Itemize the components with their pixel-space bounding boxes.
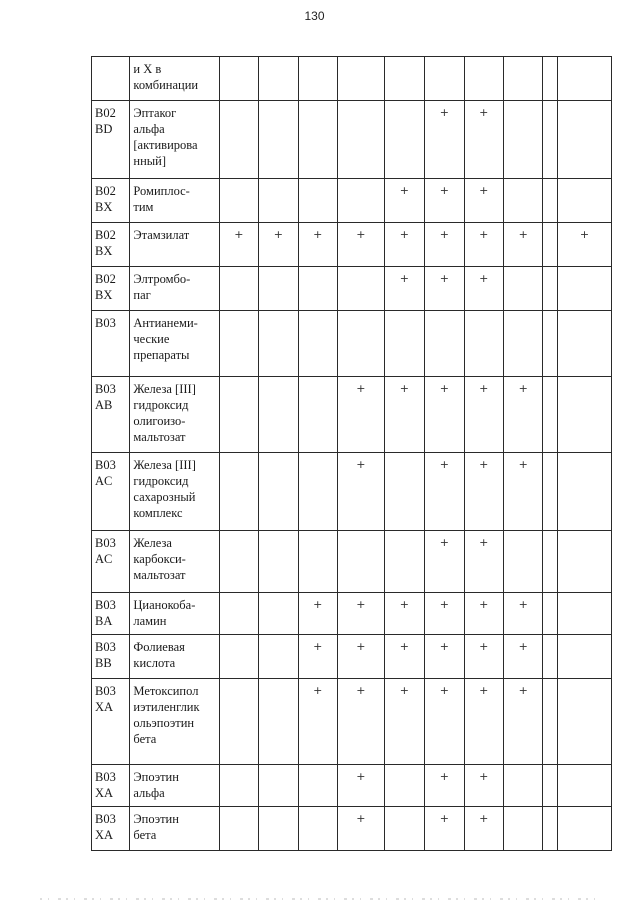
atc-code-line: B03 — [95, 458, 116, 472]
drug-name-cell — [130, 311, 219, 377]
drug-name-line: бета — [133, 732, 157, 746]
atc-code-cell — [92, 179, 130, 223]
atc-code-line: XA — [95, 700, 114, 714]
atc-code-line: B03 — [95, 536, 116, 550]
drug-name-line: ламин — [133, 614, 167, 628]
mark-cell — [384, 57, 424, 101]
mark-cell — [259, 635, 298, 679]
atc-code-cell — [92, 807, 130, 851]
atc-code-cell — [92, 679, 130, 765]
atc-code-line: BX — [95, 200, 113, 214]
atc-code-cell — [92, 635, 130, 679]
mark-cell: + — [384, 179, 424, 223]
atc-code-line: B03 — [95, 770, 116, 784]
atc-code-cell — [92, 377, 130, 453]
atc-code-line: B02 — [95, 272, 116, 286]
mark-cell: + — [219, 223, 258, 267]
mark-cell — [337, 531, 384, 593]
table-row — [92, 679, 612, 765]
mark-cell — [384, 101, 424, 179]
mark-cell — [384, 807, 424, 851]
drug-name-line: ческие — [133, 332, 170, 346]
mark-cell: + — [425, 807, 464, 851]
drug-name-line: тим — [133, 200, 154, 214]
mark-cell — [298, 377, 337, 453]
mark-cell — [259, 453, 298, 531]
mark-cell: + — [337, 679, 384, 765]
mark-cell — [298, 311, 337, 377]
mark-cell — [557, 179, 611, 223]
drug-name-line: сахарозный — [133, 490, 196, 504]
mark-cell — [543, 377, 558, 453]
mark-cell: + — [337, 635, 384, 679]
mark-cell — [504, 57, 543, 101]
mark-cell — [557, 765, 611, 807]
mark-cell: + — [464, 635, 503, 679]
drug-name-cell — [130, 635, 219, 679]
mark-cell: + — [384, 267, 424, 311]
mark-cell — [219, 267, 258, 311]
atc-code-line: XA — [95, 786, 114, 800]
mark-cell — [543, 223, 558, 267]
mark-cell — [504, 101, 543, 179]
mark-cell — [219, 807, 258, 851]
table-row — [92, 179, 612, 223]
mark-cell — [259, 679, 298, 765]
mark-cell: + — [504, 635, 543, 679]
drug-name-line: Цианокоба- — [133, 598, 196, 612]
drug-name-line: Железа [III] — [133, 458, 196, 472]
mark-cell — [219, 635, 258, 679]
mark-cell — [557, 593, 611, 635]
mark-cell — [504, 179, 543, 223]
atc-code-line: AC — [95, 552, 113, 566]
mark-cell — [337, 179, 384, 223]
mark-cell — [557, 679, 611, 765]
mark-cell: + — [337, 453, 384, 531]
atc-code-cell — [92, 311, 130, 377]
mark-cell — [298, 765, 337, 807]
atc-code-line: B03 — [95, 382, 116, 396]
mark-cell: + — [425, 453, 464, 531]
drug-name-cell — [130, 267, 219, 311]
mark-cell — [337, 311, 384, 377]
mark-cell — [557, 311, 611, 377]
mark-cell — [504, 267, 543, 311]
mark-cell — [543, 531, 558, 593]
drug-name-cell — [130, 531, 219, 593]
table-row — [92, 101, 612, 179]
mark-cell — [557, 267, 611, 311]
drug-name-line: Эпоэтин — [133, 770, 179, 784]
mark-cell — [557, 377, 611, 453]
table-row — [92, 635, 612, 679]
atc-code-line: B03 — [95, 640, 116, 654]
mark-cell: + — [337, 377, 384, 453]
mark-cell — [504, 807, 543, 851]
mark-cell — [557, 57, 611, 101]
mark-cell: + — [464, 679, 503, 765]
mark-cell: + — [464, 377, 503, 453]
drug-name-line: комплекс — [133, 506, 183, 520]
mark-cell: + — [464, 179, 503, 223]
mark-cell: + — [384, 377, 424, 453]
mark-cell — [219, 679, 258, 765]
mark-cell: + — [298, 223, 337, 267]
mark-cell — [219, 453, 258, 531]
mark-cell — [543, 311, 558, 377]
mark-cell: + — [504, 377, 543, 453]
drug-name-line: Ромиплос- — [133, 184, 190, 198]
drug-name-line: Железа [III] — [133, 382, 196, 396]
mark-cell — [543, 807, 558, 851]
drug-name-line: Фолиевая — [133, 640, 185, 654]
mark-cell — [259, 101, 298, 179]
mark-cell: + — [425, 101, 464, 179]
atc-code-cell — [92, 267, 130, 311]
drug-name-line: олигоизо- — [133, 414, 186, 428]
mark-cell: + — [504, 223, 543, 267]
atc-code-cell — [92, 531, 130, 593]
mark-cell — [337, 101, 384, 179]
mark-cell: + — [337, 807, 384, 851]
mark-cell — [384, 531, 424, 593]
mark-cell — [425, 311, 464, 377]
mark-cell — [557, 453, 611, 531]
mark-cell: + — [337, 223, 384, 267]
atc-code-line: BA — [95, 614, 113, 628]
atc-code-line: B03 — [95, 598, 116, 612]
drug-name-line: Железа — [133, 536, 172, 550]
atc-code-cell — [92, 593, 130, 635]
mark-cell — [384, 311, 424, 377]
atc-code-cell — [92, 453, 130, 531]
mark-cell: + — [504, 453, 543, 531]
mark-cell: + — [298, 679, 337, 765]
mark-cell — [543, 101, 558, 179]
mark-cell: + — [384, 679, 424, 765]
mark-cell — [464, 57, 503, 101]
drug-name-line: карбокси- — [133, 552, 186, 566]
drug-name-line: и X в — [133, 62, 162, 76]
mark-cell: + — [464, 531, 503, 593]
table-row — [92, 311, 612, 377]
atc-code-line: AC — [95, 474, 113, 488]
mark-cell — [557, 101, 611, 179]
mark-cell: + — [464, 101, 503, 179]
drug-name-line: препараты — [133, 348, 190, 362]
atc-code-line: BB — [95, 656, 112, 670]
mark-cell — [219, 311, 258, 377]
table-row — [92, 57, 612, 101]
drug-name-line: кислота — [133, 656, 176, 670]
mark-cell — [259, 765, 298, 807]
mark-cell — [557, 807, 611, 851]
drug-name-line: гидроксид — [133, 398, 189, 412]
atc-code-line: AB — [95, 398, 113, 412]
atc-code-line: B03 — [95, 684, 116, 698]
mark-cell — [504, 311, 543, 377]
mark-cell — [543, 679, 558, 765]
drug-name-cell — [130, 679, 219, 765]
mark-cell — [259, 311, 298, 377]
mark-cell — [464, 311, 503, 377]
mark-cell: + — [464, 267, 503, 311]
mark-cell — [219, 57, 258, 101]
drug-table — [91, 56, 612, 851]
mark-cell — [557, 531, 611, 593]
mark-cell: + — [557, 223, 611, 267]
drug-name-line: Элтромбо- — [133, 272, 191, 286]
mark-cell — [219, 531, 258, 593]
mark-cell: + — [425, 377, 464, 453]
mark-cell — [337, 267, 384, 311]
atc-code-cell — [92, 57, 130, 101]
drug-name-cell — [130, 57, 219, 101]
mark-cell — [337, 57, 384, 101]
mark-cell: + — [425, 531, 464, 593]
drug-name-line: Антианеми- — [133, 316, 198, 330]
drug-name-cell — [130, 593, 219, 635]
table-row — [92, 267, 612, 311]
drug-name-line: бета — [133, 828, 157, 842]
atc-code-line: BX — [95, 244, 113, 258]
drug-name-line: мальтозат — [133, 568, 186, 582]
table-body — [92, 57, 612, 851]
mark-cell — [504, 765, 543, 807]
atc-code-line: B03 — [95, 812, 116, 826]
mark-cell — [543, 179, 558, 223]
atc-code-cell — [92, 223, 130, 267]
mark-cell: + — [425, 179, 464, 223]
drug-name-line: Эптаког — [133, 106, 177, 120]
mark-cell: + — [337, 765, 384, 807]
mark-cell — [259, 593, 298, 635]
atc-code-cell — [92, 101, 130, 179]
mark-cell: + — [298, 635, 337, 679]
mark-cell — [543, 453, 558, 531]
mark-cell — [259, 377, 298, 453]
mark-cell — [298, 179, 337, 223]
mark-cell: + — [504, 593, 543, 635]
drug-name-line: ольэпоэтин — [133, 716, 195, 730]
mark-cell — [298, 267, 337, 311]
drug-name-cell — [130, 377, 219, 453]
drug-name-cell — [130, 101, 219, 179]
atc-code-line: B03 — [95, 316, 116, 330]
mark-cell: + — [384, 593, 424, 635]
mark-cell — [259, 57, 298, 101]
drug-name-cell — [130, 223, 219, 267]
drug-name-line: Метоксипол — [133, 684, 199, 698]
mark-cell: + — [298, 593, 337, 635]
atc-code-line: B02 — [95, 228, 116, 242]
mark-cell: + — [425, 765, 464, 807]
drug-name-line: альфа — [133, 786, 165, 800]
drug-name-line: паг — [133, 288, 151, 302]
table-row — [92, 377, 612, 453]
drug-name-cell — [130, 453, 219, 531]
drug-name-line: альфа — [133, 122, 165, 136]
mark-cell — [219, 101, 258, 179]
drug-name-line: иэтиленглик — [133, 700, 200, 714]
mark-cell — [219, 593, 258, 635]
mark-cell — [259, 807, 298, 851]
mark-cell — [384, 765, 424, 807]
atc-code-line: XA — [95, 828, 114, 842]
mark-cell — [384, 453, 424, 531]
mark-cell: + — [425, 635, 464, 679]
drug-name-line: гидроксид — [133, 474, 189, 488]
mark-cell — [543, 593, 558, 635]
mark-cell — [298, 453, 337, 531]
mark-cell — [425, 57, 464, 101]
table-row — [92, 593, 612, 635]
mark-cell — [298, 531, 337, 593]
scan-artifact — [0, 896, 629, 902]
table-row — [92, 453, 612, 531]
table-row — [92, 223, 612, 267]
table-row — [92, 807, 612, 851]
mark-cell — [259, 267, 298, 311]
drug-name-line: мальтозат — [133, 430, 186, 444]
mark-cell — [298, 57, 337, 101]
drug-name-line: Этамзилат — [133, 228, 190, 242]
mark-cell — [543, 267, 558, 311]
mark-cell: + — [384, 635, 424, 679]
mark-cell: + — [464, 223, 503, 267]
mark-cell — [543, 635, 558, 679]
mark-cell — [298, 807, 337, 851]
atc-code-line: BX — [95, 288, 113, 302]
mark-cell: + — [504, 679, 543, 765]
mark-cell: + — [425, 679, 464, 765]
drug-name-line: комбинации — [133, 78, 199, 92]
atc-code-line: B02 — [95, 106, 116, 120]
drug-name-line: [активирова — [133, 138, 198, 152]
mark-cell — [543, 765, 558, 807]
page-number: 130 — [304, 9, 325, 23]
mark-cell — [504, 531, 543, 593]
mark-cell: + — [464, 807, 503, 851]
mark-cell — [543, 57, 558, 101]
table-row — [92, 765, 612, 807]
mark-cell: + — [337, 593, 384, 635]
drug-name-cell — [130, 765, 219, 807]
mark-cell: + — [425, 223, 464, 267]
drug-name-cell — [130, 807, 219, 851]
drug-name-line: Эпоэтин — [133, 812, 179, 826]
table-row — [92, 531, 612, 593]
mark-cell: + — [425, 267, 464, 311]
atc-code-line: BD — [95, 122, 113, 136]
mark-cell — [219, 377, 258, 453]
mark-cell — [557, 635, 611, 679]
atc-code-line: B02 — [95, 184, 116, 198]
drug-name-cell — [130, 179, 219, 223]
drug-name-line: нный] — [133, 154, 167, 168]
mark-cell: + — [259, 223, 298, 267]
mark-cell — [259, 531, 298, 593]
mark-cell: + — [425, 593, 464, 635]
mark-cell: + — [464, 765, 503, 807]
mark-cell: + — [464, 593, 503, 635]
mark-cell: + — [464, 453, 503, 531]
mark-cell: + — [384, 223, 424, 267]
atc-code-cell — [92, 765, 130, 807]
mark-cell — [219, 765, 258, 807]
mark-cell — [259, 179, 298, 223]
mark-cell — [219, 179, 258, 223]
mark-cell — [298, 101, 337, 179]
